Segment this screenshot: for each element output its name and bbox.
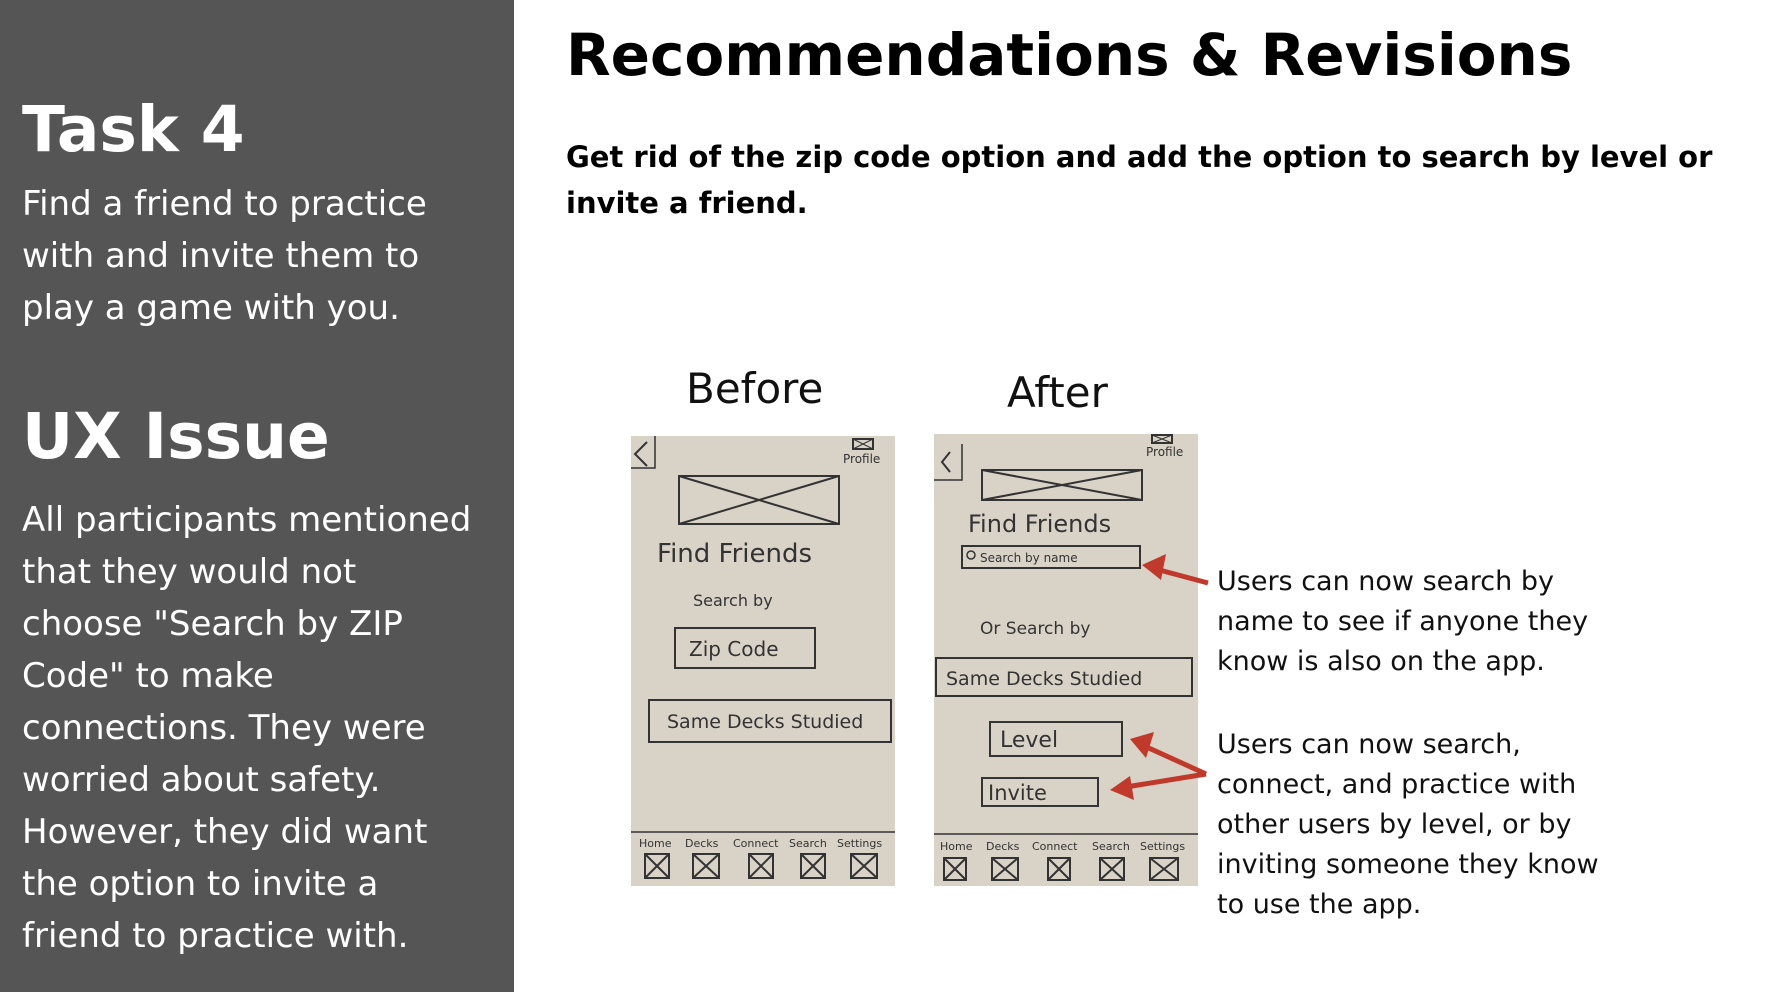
- search-by-name-placeholder: Search by name: [980, 551, 1078, 565]
- task-line: Find a friend to practice: [22, 184, 427, 224]
- task-line: play a game with you.: [22, 288, 400, 328]
- nav-home-label: Home: [639, 837, 672, 850]
- callout-level-invite: [1217, 725, 1599, 925]
- issue-line: Code" to make: [22, 656, 274, 696]
- nav-home-label: Home: [940, 840, 973, 853]
- zip-code-label: Zip Code: [689, 637, 779, 661]
- search-by-label: Search by: [693, 591, 773, 610]
- issue-line: connections. They were: [22, 708, 426, 748]
- or-search-by-label: Or Search by: [980, 619, 1091, 639]
- invite-label: Invite: [988, 781, 1047, 805]
- issue-line: All participants mentioned: [22, 500, 472, 540]
- profile-label: Profile: [1146, 445, 1184, 459]
- profile-label: Profile: [843, 452, 881, 466]
- before-after-figure: [620, 364, 1620, 930]
- issue-line: the option to invite a: [22, 864, 379, 904]
- find-friends-heading: Find Friends: [968, 510, 1112, 538]
- nav-connect-label: Connect: [1032, 840, 1078, 853]
- nav-decks-label: Decks: [685, 837, 719, 850]
- after-label: After: [1007, 368, 1108, 417]
- issue-line: that they would not: [22, 552, 357, 592]
- callout-line: inviting someone they know: [1217, 849, 1599, 880]
- issue-line: However, they did want: [22, 812, 428, 852]
- find-friends-heading: Find Friends: [657, 539, 813, 569]
- sidebar: [0, 0, 514, 992]
- task-description: [22, 178, 427, 334]
- issue-line: friend to practice with.: [22, 916, 409, 956]
- callout-line: connect, and practice with: [1217, 769, 1577, 800]
- nav-search-label: Search: [789, 837, 827, 850]
- callout-line: Users can now search,: [1217, 729, 1521, 760]
- arrow-to-level: [1140, 744, 1206, 774]
- callout-search-by-name: [1217, 562, 1588, 682]
- before-label: Before: [686, 364, 824, 413]
- ux-issue-heading: UX Issue: [22, 400, 330, 473]
- recommendation-text: Get rid of the zip code option and add the option to search by level or invite a friend.: [566, 140, 1713, 220]
- issue-line: choose "Search by ZIP: [22, 604, 403, 644]
- nav-search-label: Search: [1092, 840, 1130, 853]
- callout-line: to use the app.: [1217, 889, 1422, 920]
- nav-settings-label: Settings: [1140, 840, 1186, 853]
- arrow-to-invite: [1120, 774, 1206, 788]
- task-heading: Task 4: [22, 93, 245, 166]
- same-decks-label: Same Decks Studied: [946, 668, 1143, 690]
- issue-line: worried about safety.: [22, 760, 381, 800]
- nav-decks-label: Decks: [986, 840, 1020, 853]
- ux-issue-description: [22, 494, 471, 962]
- level-label: Level: [1000, 728, 1059, 753]
- same-decks-label: Same Decks Studied: [667, 711, 864, 733]
- callout-line: other users by level, or by: [1217, 809, 1572, 840]
- nav-connect-label: Connect: [733, 837, 779, 850]
- nav-settings-label: Settings: [837, 837, 883, 850]
- task-line: with and invite them to: [22, 236, 420, 276]
- callout-line: know is also on the app.: [1217, 646, 1545, 677]
- page-title: Recommendations & Revisions: [566, 21, 1573, 89]
- callout-line: name to see if anyone they: [1217, 606, 1589, 637]
- callout-line: Users can now search by: [1217, 566, 1554, 597]
